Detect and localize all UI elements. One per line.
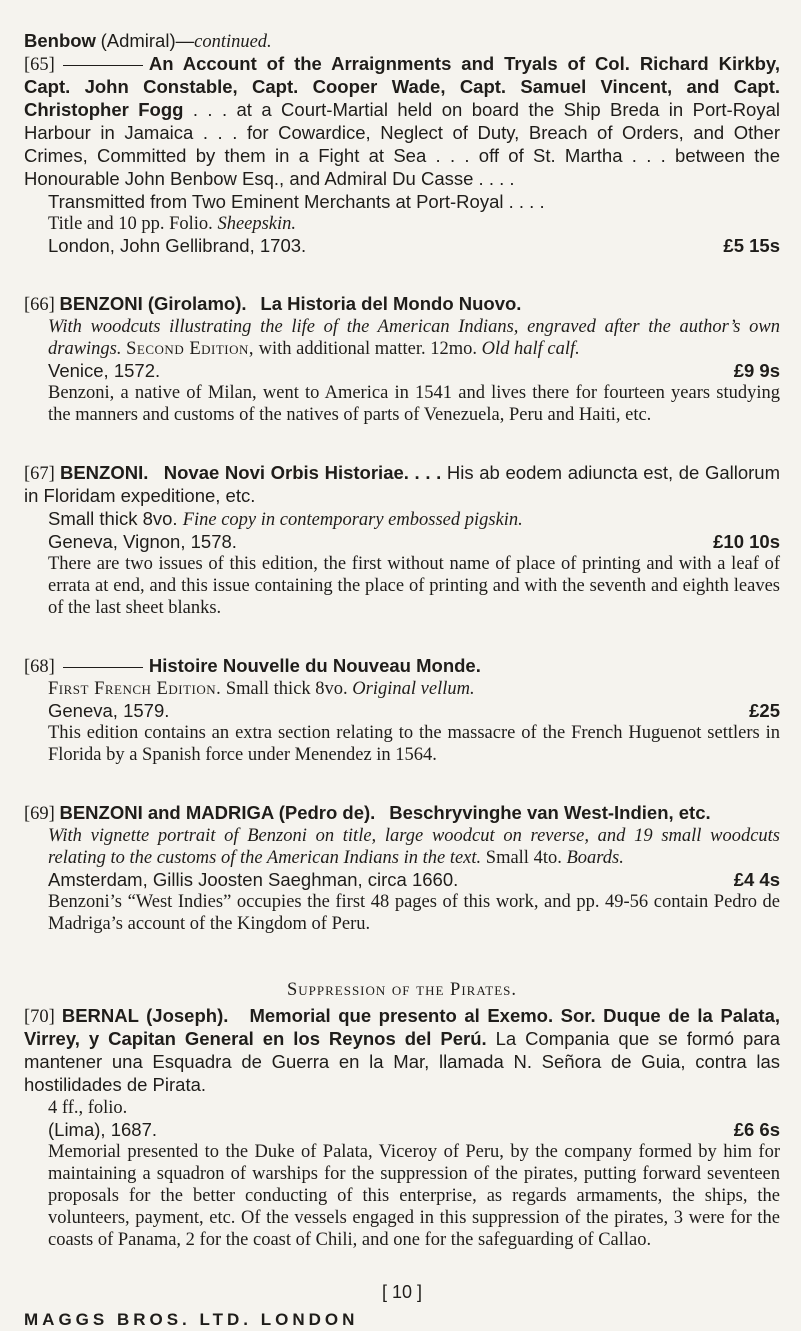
lot-67 bbox=[24, 462, 780, 619]
lot-66-edition: Second Edition, bbox=[126, 339, 255, 359]
lot-66-number: [66] bbox=[24, 295, 55, 315]
lot-70-number: [70] bbox=[24, 1007, 55, 1027]
lot-67-description bbox=[24, 508, 780, 531]
lot-65-imprint-row bbox=[24, 235, 780, 257]
lot-69-imprint: Amsterdam, Gillis Joosten Saeghman, circa 1660. bbox=[48, 869, 459, 890]
section-heading: Suppression of the Pirates. bbox=[286, 980, 518, 1000]
lot-70 bbox=[24, 1005, 780, 1251]
lot-65-number: [65] bbox=[24, 55, 55, 75]
lot-68-description bbox=[24, 678, 780, 700]
lot-67-note: There are two issues of this edition, the first without name of place of printing and with a leaf of errata at end, and this issue containing the place of printing and with the seventh and eighth leaves of the last sheet blanks. bbox=[48, 554, 780, 618]
lot-66-desc-italic: With woodcuts illustrating the life of the American Indians, engraved after the author’s own drawings. bbox=[48, 317, 780, 359]
lot-67-title: BENZONI. bbox=[59, 462, 149, 483]
lot-68-note: This edition contains an extra section relating to the massacre of the French Huguenot settlers in Florida by a Spanish force under Menendez in 1564. bbox=[48, 723, 780, 765]
lot-70-imprint-row bbox=[24, 1119, 780, 1141]
page-number: [ 10 ] bbox=[381, 1282, 423, 1302]
lot-70-title2: Memorial que presento al Exemo. Sor. Duque de la Palata, Virrey, y Capitan General en los Reynos del Perú. bbox=[24, 1005, 781, 1049]
lot-70-title3: La Compania que se formó para mantener una Esquadra de Guerra en la Mar, llamada N. Señora de Guia, contra las hostilidades de Pirata. bbox=[24, 1028, 780, 1095]
lot-67-title-block bbox=[24, 462, 780, 508]
lot-65-collation-plain: Title and 10 pp. Folio. bbox=[48, 214, 218, 234]
lot-66-note: Benzoni, a native of Milan, went to America in 1541 and lives there for fourteen years studying the manners and customs of the natives of parts of Venezuela, Peru and Haiti, etc. bbox=[48, 383, 780, 425]
lot-65-binding: Sheepskin. bbox=[217, 214, 297, 234]
lot-69-description bbox=[24, 825, 780, 869]
header-rest: (Admiral)— bbox=[100, 30, 195, 51]
lot-66-title: BENZONI (Girolamo). bbox=[59, 293, 247, 314]
lot-67-binding: Fine copy in contemporary embossed pigskin. bbox=[182, 510, 523, 530]
lot-69-desc-plain: Small 4to. bbox=[481, 848, 567, 868]
lot-68-number: [68] bbox=[24, 657, 55, 677]
lot-67-imprint-row bbox=[24, 531, 780, 553]
lot-66-imprint: Venice, 1572. bbox=[48, 360, 161, 381]
lot-70-title-block bbox=[24, 1005, 780, 1097]
lot-65-line2: Transmitted from Two Eminent Merchants at Port-Royal . . . . bbox=[48, 191, 545, 212]
lot-70-note: Memorial presented to the Duke of Palata, Viceroy of Peru, by the company formed by him for maintaining a squadron of warships for the suppression of the pirates, putting forward seventeen proposals for the better conducting of this enterprise, as regards armaments, the ships, the volunteers, payment, etc. Of the vessels engaged in this suppression of the pirates, 3 were for the coasts of Panama, 2 for the coast of Chili, and one for the safeguarding of Callao. bbox=[48, 1142, 780, 1250]
lot-67-imprint: Geneva, Vignon, 1578. bbox=[48, 531, 237, 552]
running-header bbox=[24, 30, 780, 53]
lot-68-desc-plain: Small thick 8vo. bbox=[221, 679, 353, 699]
lot-68-binding: Original vellum. bbox=[352, 679, 475, 699]
lot-69-desc-italic: With vignette portrait of Benzoni on title, large woodcut on reverse, and 19 small woodcuts relating to the customs of the American Indians in the text. bbox=[48, 826, 780, 868]
ditto-rule bbox=[63, 65, 143, 66]
page-content bbox=[24, 30, 780, 1331]
lot-66-desc-plain: with additional matter. 12mo. bbox=[254, 339, 482, 359]
lot-69-number: [69] bbox=[24, 804, 55, 824]
lot-69-binding: Boards. bbox=[566, 848, 624, 868]
lot-65-collation bbox=[24, 213, 780, 235]
lot-69-title: BENZONI and MADRIGA (Pedro de). bbox=[59, 802, 376, 823]
lot-65-imprint: London, John Gellibrand, 1703. bbox=[48, 235, 307, 256]
lot-69-note: Benzoni’s “West Indies” occupies the first 48 pages of this work, and pp. 49-56 contain Pedro de Madriga’s account of the Kingdom of Peru. bbox=[48, 892, 780, 934]
lot-68-imprint: Geneva, 1579. bbox=[48, 700, 170, 721]
lot-66-title-block bbox=[24, 293, 780, 316]
lot-69-title2: Beschryvinghe van West-Indien, etc. bbox=[389, 802, 711, 823]
lot-70-title: BERNAL (Joseph). bbox=[61, 1005, 229, 1026]
lot-66-title2: La Historia del Mondo Nuovo. bbox=[260, 293, 522, 314]
lot-65-title: An Account of the Arraignments and Tryals of Col. Richard Kirkby, Capt. John Constable, Capt. Cooper Wade, Capt. Samuel Vincent, and Capt. Christopher Fogg bbox=[24, 53, 780, 120]
lot-68-title-block bbox=[24, 655, 780, 678]
lot-69-price: £4 4s bbox=[733, 869, 780, 890]
lot-69 bbox=[24, 802, 780, 935]
lot-70-description: 4 ff., folio. bbox=[48, 1098, 128, 1118]
lot-65-title-block bbox=[24, 53, 780, 191]
lot-67-title3: His ab eodem adiuncta est, de Gallorum in Floridam expeditione, etc. bbox=[24, 462, 781, 506]
lot-68-price: £25 bbox=[749, 700, 780, 721]
lot-66-imprint-row bbox=[24, 360, 780, 382]
lot-67-number: [67] bbox=[24, 464, 55, 484]
lot-68-imprint-row bbox=[24, 700, 780, 722]
lot-66-price: £9 9s bbox=[733, 360, 780, 381]
lot-69-title-block bbox=[24, 802, 780, 825]
ditto-rule bbox=[63, 667, 143, 668]
lot-70-imprint: (Lima), 1687. bbox=[48, 1119, 157, 1140]
lot-68 bbox=[24, 655, 780, 766]
header-name: Benbow bbox=[24, 30, 96, 51]
lot-65-body: . . . at a Court-Martial held on board the Ship Breda in Port-Royal Harbour in Jamaica . . . for Cowardice, Neglect of Duty, Breach of Orders, and Other Crimes, Committed by them in a Fight at Sea . . . off of St. Martha . . . between the Honourable John Benbow Esq., and Admiral Du Casse . . . . bbox=[24, 99, 780, 189]
lot-67-desc-plain: Small thick 8vo. bbox=[48, 508, 183, 529]
lot-69-imprint-row bbox=[24, 869, 780, 891]
lot-67-title2: Novae Novi Orbis Historiae. . . . bbox=[163, 462, 442, 483]
lot-66 bbox=[24, 293, 780, 426]
publisher-footer: MAGGS BROS. LTD. LONDON bbox=[24, 1310, 359, 1329]
lot-70-price: £6 6s bbox=[733, 1119, 780, 1140]
lot-68-edition: First French Edition. bbox=[48, 679, 222, 699]
lot-67-price: £10 10s bbox=[713, 531, 780, 552]
lot-66-binding: Old half calf. bbox=[481, 339, 580, 359]
header-continued: continued. bbox=[194, 32, 272, 52]
lot-68-title: Histoire Nouvelle du Nouveau Monde. bbox=[148, 655, 481, 676]
lot-65 bbox=[24, 53, 780, 257]
lot-65-price: £5 15s bbox=[723, 235, 780, 256]
lot-66-description bbox=[24, 316, 780, 360]
